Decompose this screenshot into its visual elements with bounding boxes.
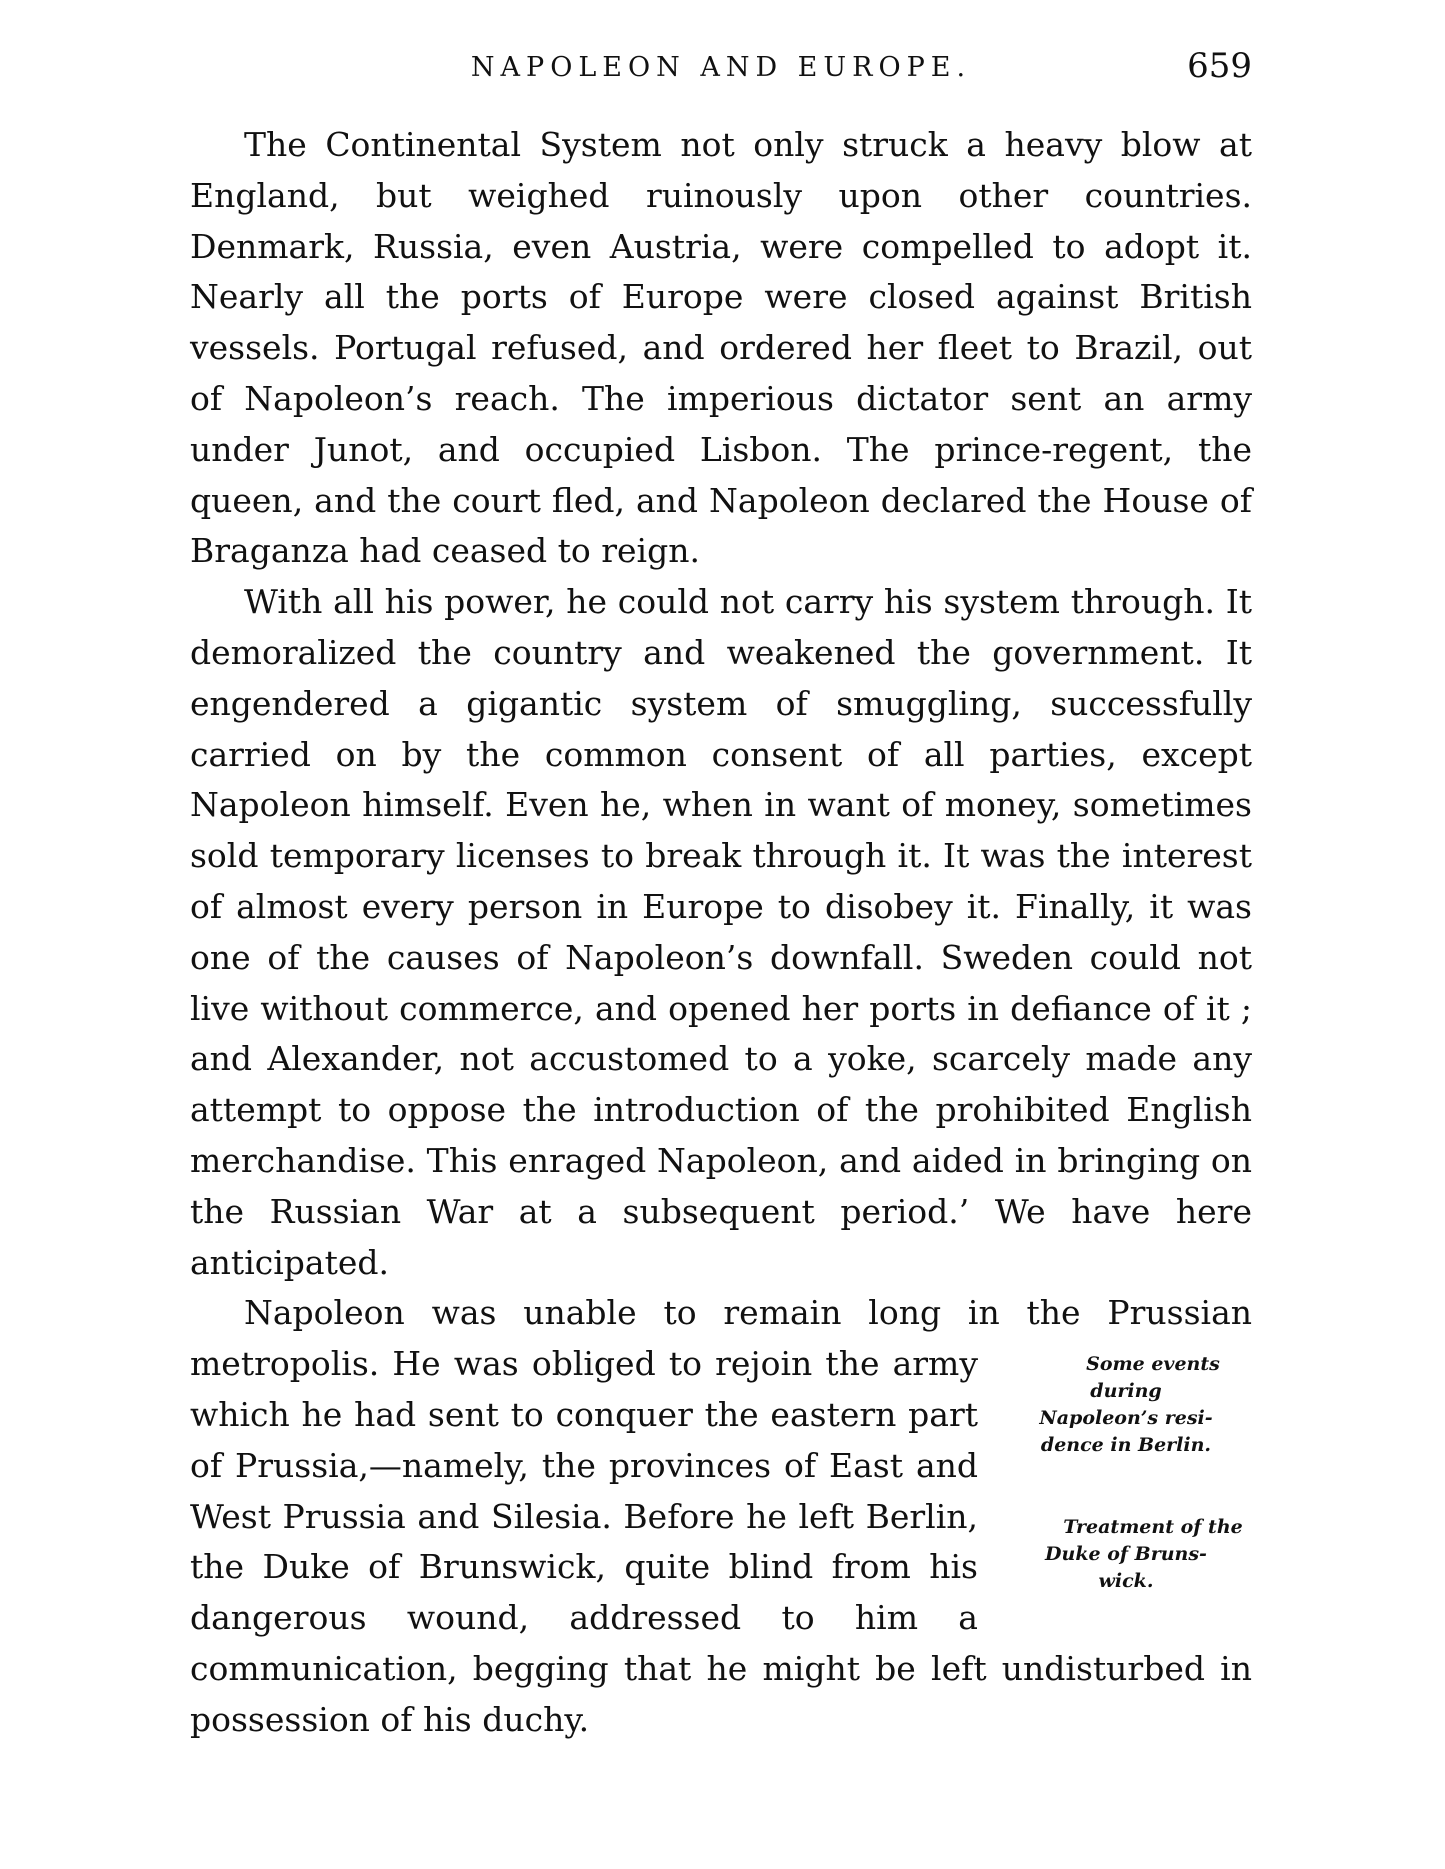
paragraph-continental-system: The Continental System not only struck a heavy blow at England, but weighed ruinously upon other countries. Denmark, Russia, even Austria, were compelled to adopt it. Nearly all the ports of Europe were closed against British vessels. Portugal refused, and ordered her fleet to Brazil, out of Napoleon’s reach. The imperious dictator sent an army under Junot, and occupied Lisbon. The prince-regent, the queen, and the court fled, and Napoleon declared the House of Braganza had ceased to reign. <box>190 125 1252 571</box>
running-head <box>190 48 1252 88</box>
sidenote-events-in-berlin: Some events during Napoleon’s resi- dence in Berlin. <box>1039 1353 1220 1457</box>
paragraph-berlin-rest: He was obliged to rejoin the army which he had sent to conquer the eastern part of Prussia,—namely, the provinces of East and West Prussia and Silesia. Before he <box>190 1344 978 1536</box>
paragraph-berlin-tail: left Berlin, the Duke of Brunswick, quite blind from his dangerous wound, addressed to him a communication, begging that he might be left undisturbed in possession of his duchy. <box>190 1496 1252 1739</box>
body-text <box>190 120 1252 1746</box>
paragraph-smuggling: With all his power, he could not carry his system through. It demoralized the country and weakened the government. It engendered a gigantic system of smuggling, successfully carried on by the common consent of all parties, except Napoleon himself. Even he, when in want of money, sometimes sold temporary licenses to break through it. It was the interest of almost every person in Europe to disobey it. Finally, it was one of the causes of Napoleon’s downfall. Sweden could not live without commerce, and opened her ports in defiance of it ; and Alexander, not accustomed to a yoke, scarcely made any attempt to oppose the introduction of the prohibited English merchandise. This enraged Napoleon, and aided in bringing on the Russian War at a subsequent period.’ We have here anticipated. <box>190 582 1252 1282</box>
paragraph-berlin-lead: Napoleon was unable to remain long in the Prussian metropolis. <box>190 1293 1252 1384</box>
paragraph-berlin <box>190 1288 1252 1745</box>
sidenote-duke-of-brunswick: Treatment of the Duke of Bruns- wick. <box>1045 1515 1243 1592</box>
page-number: 659 <box>1187 46 1252 86</box>
running-title: NAPOLEON AND EUROPE. <box>470 52 972 83</box>
